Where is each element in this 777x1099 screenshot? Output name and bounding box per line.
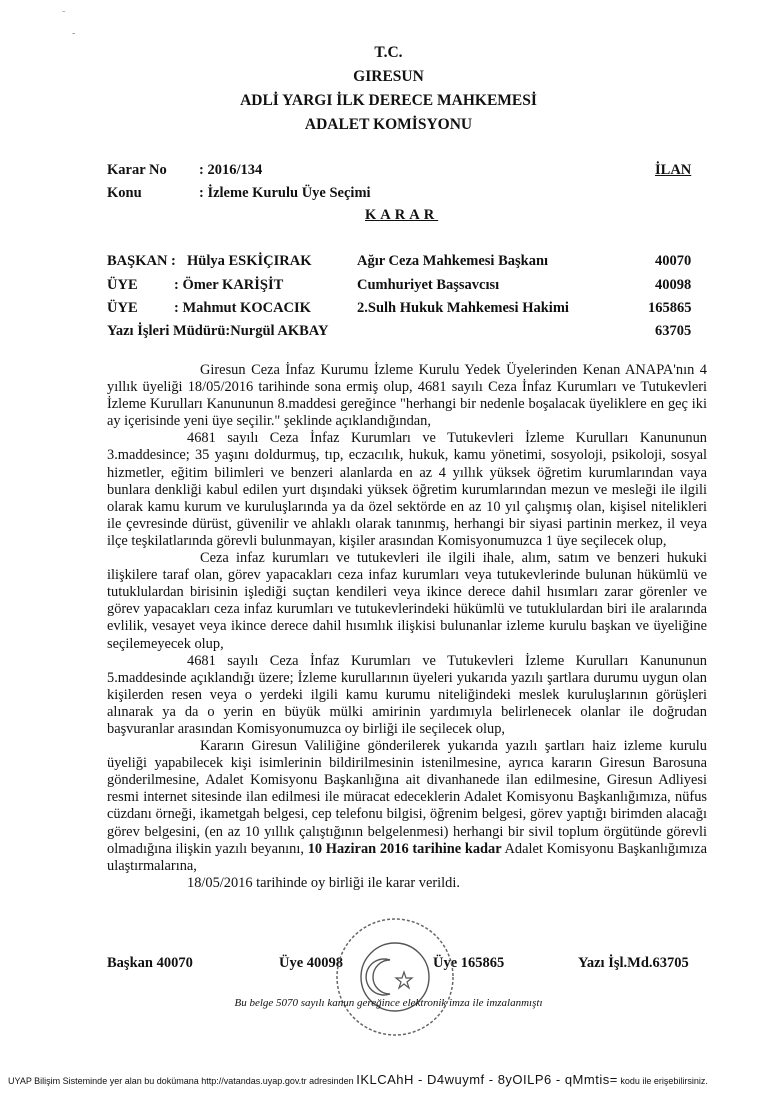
karar-no-value: : 2016/134: [199, 162, 263, 178]
signature-yazi: Yazı İşl.Md.63705: [578, 955, 689, 971]
header-city: GIRESUN: [353, 68, 424, 85]
paragraph: [107, 738, 707, 875]
konu-label: Konu: [107, 185, 142, 201]
member-role: ÜYE: [107, 300, 138, 316]
signature-uye1: Üye 40098: [279, 955, 344, 971]
seal-outer-ring: [337, 919, 453, 1035]
footer-suffix: kodu ile erişebilirsiniz.: [620, 1076, 708, 1086]
paragraph: 4681 sayılı Ceza İnfaz Kurumları ve Tutukevleri İzleme Kurulları Kanununun 5.maddesinde açıklandığı üzere; İzleme kurullarının üyeleri yukarıda yazılı şartlara durumu uygun olan kişilerden resen veya o yerdeki ilgili kamu kurumu niteliğindeki meslek kuruluşlarının görüşleri alınarak ya da o yerin en büyük mülki amirinin yardımıyla belirlenecek olanlar ile doğrudan başvuranlar arasından Komisyonumuzca oy birliği ile seçilecek olup,: [107, 652, 707, 737]
paragraph: Giresun Ceza İnfaz Kurumu İzleme Kurulu Yedek Üyelerinden Kenan ANAPA'nın 4 yıllık üyeliği 18/05/2016 tarihinde sona ermiş olup, 4681 sayılı Ceza İnfaz Kurumları ve Tutukevleri İzleme Kurulları Kanununun 8.maddesi gereğince "herhangi bir nedenle boşalacak üyeliklere en geç iki ay içerisinde yeni üye seçilir." şeklinde açıklandığından,: [107, 362, 707, 430]
star-icon: [396, 972, 412, 988]
konu-value: : İzleme Kurulu Üye Seçimi: [199, 185, 371, 201]
member-title: 2.Sulh Hukuk Mahkemesi Hakimi: [357, 300, 569, 316]
member-role: ÜYE: [107, 277, 138, 293]
karar-no-label: Karar No: [107, 162, 167, 178]
e-signature-note: Bu belge 5070 sayılı kanun gereğince elektronik imza ile imzalanmıştı: [234, 997, 543, 1009]
paragraph-text: Kararın Giresun Valiliğine gönderilerek yukarıda yazılı şartları haiz izleme kurulu üyeliği yapabilecek kişi isimlerinin bildirilmesinin istenilmesine, ayrıca kararın Giresun Barosuna gönderilmesine, Adalet Komisyonu Başkanlığına ait divanhanede ilan edilmesine, Giresun Adliyesi resmi internet sitesinde ilan edilmesi ile müracat edeceklerin Adalet Komisyonu Başkanlığımıza, nüfus cüzdanı örneği, ikametgah belgesi, cep telefonu bilgisi, öğrenim belgesi, görev yaptığı birimden alacağı görev belgesini, (en az 10 yıllık çalıştığının belgelenmesi) herhangi bir sivil toplum örgütünde görevli olmadığına ilişkin yazılı beyanını,: [107, 738, 707, 857]
header-court: ADLİ YARGI İLK DERECE MAHKEMESİ: [240, 92, 537, 109]
member-role: BAŞKAN :: [107, 253, 176, 269]
member-sicil: 165865: [648, 300, 692, 316]
header-tc: T.C.: [374, 44, 403, 61]
member-name: Hülya ESKİÇIRAK: [187, 253, 312, 269]
verification-code: IKLCAhH - D4wuymf - 8yOILP6 - qMmtis=: [356, 1072, 618, 1087]
member-role: Yazı İşleri Müdürü:Nurgül AKBAY: [107, 323, 329, 339]
paragraph: 4681 sayılı Ceza İnfaz Kurumları ve Tutukevleri İzleme Kurulları Kanununun 3.maddesince; 35 yaşını doldurmuş, tıp, eczacılık, hukuk, kamu yönetimi, sosyoloji, psikoloji, sosyal hizmetler, eğitim bilimleri ve benzeri alanlarda en az 4 yıllık yüksek öğretim kurumlarından vaya bunlara denkliği kabul edilen yurt dışındaki yüksek öğretim kurumlarından mezun ve mesleği ile ilgili olarak kamu kurum ve kuruluşlarında ya da özel sektörde en az 10 yıl çalışmış olan, kişisel nitelikleri ile çevresinde dürüst, güvenilir ve ahlaklı olarak tanınmış, herhangi bir siyasi partinin merkez, il veya ilçe teşkilatlarında görevli bulunmayan, kişiler arasından Komisyonumuzca 1 üye seçilecek olup,: [107, 430, 707, 549]
scan-mark: ˜: [62, 10, 66, 21]
uyap-footer: [8, 1072, 708, 1087]
crescent-icon: [366, 959, 390, 995]
member-sicil: 63705: [655, 323, 692, 339]
member-sicil: 40098: [655, 277, 692, 293]
paragraph: Ceza infaz kurumları ve tutukevleri ile ilgili ihale, alım, satım ve benzeri hukuki ilişkilere taraf olan, görev yapacakları ceza infaz kurumları veya tutukevlerinde bulunan hükümlü ve tutuklulardan birisinin işlediği suçtan kendileri veya ikince derece dahil hısımları zarar görenler ve görev yapacakları ceza infaz kurumları ve tutukevlerindeki hükümlü ve tutuklulardan biri ile aralarında evlilik, vesayet veya ikince derece dahil hısımlık ilişkisi bulunanlar izleme kurulu başkan ve üyeliğine seçilemeyecek olup,: [107, 550, 707, 652]
paragraph-text: Adalet Komisyonu Başkanlığımıza ulaştırmalarına,: [107, 840, 707, 874]
header-commission: ADALET KOMİSYONU: [304, 116, 473, 133]
member-name: : Mahmut KOCACIK: [174, 300, 311, 316]
karar-title: KARAR: [365, 207, 439, 223]
signature-baskan: Başkan 40070: [107, 955, 193, 971]
paragraph: 18/05/2016 tarihinde oy birliği ile karar verildi.: [187, 874, 460, 891]
ilan-label: İLAN: [655, 162, 692, 178]
member-sicil: 40070: [655, 253, 692, 269]
footer-text: UYAP Bilişim Sisteminde yer alan bu dokümana http://vatandas.uyap.gov.tr adresinden: [8, 1076, 354, 1086]
member-title: Ağır Ceza Mahkemesi Başkanı: [357, 253, 549, 269]
signature-uye2: Üye 165865: [433, 955, 505, 971]
scan-mark: -: [72, 28, 76, 39]
member-title: Cumhuriyet Başsavcısı: [357, 277, 500, 293]
decision-body: [107, 362, 707, 892]
member-name: : Ömer KARİŞİT: [174, 277, 284, 293]
deadline-text: 10 Haziran 2016 tarihine kadar: [307, 840, 502, 857]
official-seal: [330, 912, 460, 1042]
